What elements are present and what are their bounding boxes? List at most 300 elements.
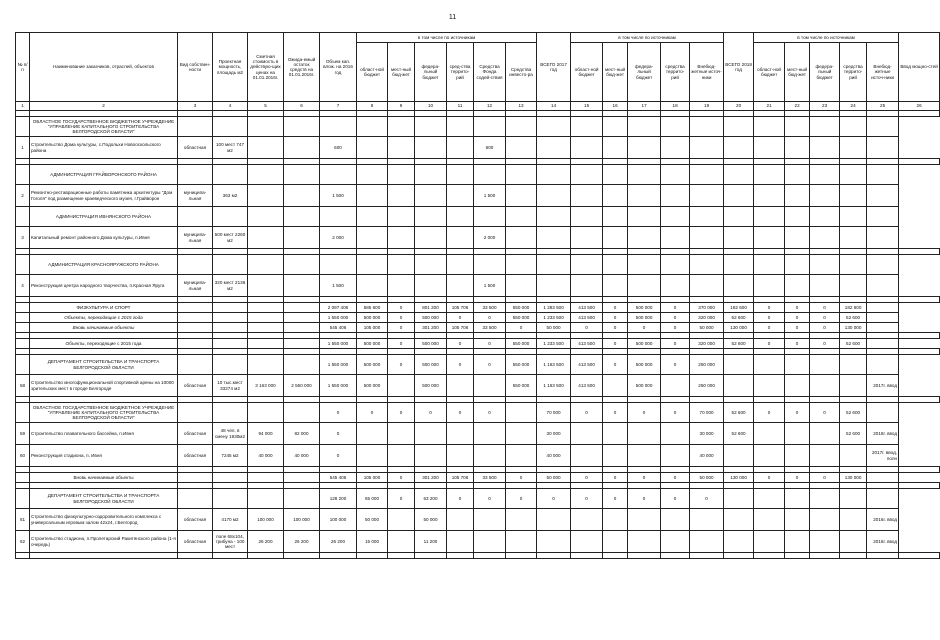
ownership-cell: муниципа-льная bbox=[178, 185, 213, 207]
source-subheader: Внебюд-жетные источ-ники bbox=[690, 43, 724, 102]
value-cell bbox=[810, 375, 840, 397]
scope-cell bbox=[867, 489, 899, 509]
source-subheader: Средства Фонда содей-ствия bbox=[474, 43, 506, 102]
row-number bbox=[16, 165, 30, 185]
value-cell: 1 233 500 bbox=[537, 339, 571, 349]
capacity-cell bbox=[213, 207, 248, 227]
table-row bbox=[16, 323, 940, 333]
value-cell: 0 bbox=[628, 489, 661, 509]
value-cell bbox=[506, 117, 537, 137]
scope-cell bbox=[867, 355, 899, 375]
column-number: 8 bbox=[357, 102, 388, 111]
value-cell bbox=[474, 117, 506, 137]
value-cell bbox=[810, 489, 840, 509]
value-cell bbox=[447, 227, 474, 249]
value-cell bbox=[284, 117, 320, 137]
value-cell bbox=[447, 445, 474, 467]
value-cell bbox=[785, 275, 810, 297]
value-cell bbox=[571, 137, 603, 159]
value-cell: 105 706 bbox=[447, 303, 474, 313]
value-cell: 500 000 bbox=[628, 303, 661, 313]
value-cell bbox=[754, 423, 785, 445]
value-cell bbox=[320, 207, 357, 227]
value-cell bbox=[628, 137, 661, 159]
col-ownership-header: Вид собствен-ности bbox=[178, 33, 213, 102]
value-cell bbox=[320, 117, 357, 137]
value-cell bbox=[248, 313, 284, 323]
empty-cell bbox=[415, 553, 447, 559]
value-cell bbox=[284, 165, 320, 185]
value-cell bbox=[474, 375, 506, 397]
empty-cell bbox=[867, 553, 899, 559]
value-cell bbox=[724, 207, 754, 227]
value-cell bbox=[248, 303, 284, 313]
value-cell bbox=[284, 137, 320, 159]
source-subheader: мест-ный бюд-жет bbox=[785, 43, 810, 102]
value-cell: 0 bbox=[571, 323, 603, 333]
value-cell bbox=[690, 255, 724, 275]
value-cell bbox=[447, 117, 474, 137]
value-cell: 1 550 000 bbox=[320, 339, 357, 349]
value-cell: 128 200 bbox=[320, 489, 357, 509]
value-cell bbox=[571, 509, 603, 531]
ownership-cell bbox=[178, 355, 213, 375]
value-cell bbox=[506, 445, 537, 467]
column-number: 25 bbox=[867, 102, 899, 111]
value-cell: 1 500 bbox=[474, 275, 506, 297]
value-cell bbox=[840, 207, 867, 227]
value-cell bbox=[810, 275, 840, 297]
source-subheader: сред-ства террито-рий bbox=[447, 43, 474, 102]
value-cell bbox=[357, 165, 388, 185]
value-cell bbox=[537, 509, 571, 531]
value-cell bbox=[506, 531, 537, 553]
value-cell bbox=[603, 531, 628, 553]
value-cell bbox=[840, 165, 867, 185]
value-cell: 500 000 bbox=[415, 313, 447, 323]
value-cell bbox=[284, 313, 320, 323]
value-cell: 0 bbox=[388, 355, 415, 375]
scope-cell bbox=[867, 403, 899, 423]
value-cell bbox=[284, 489, 320, 509]
value-cell bbox=[248, 473, 284, 483]
value-cell bbox=[661, 531, 690, 553]
table-row bbox=[16, 355, 940, 375]
value-cell bbox=[320, 165, 357, 185]
value-cell bbox=[724, 355, 754, 375]
value-cell: 52 600 bbox=[724, 313, 754, 323]
value-cell: 0 bbox=[320, 445, 357, 467]
value-cell bbox=[661, 207, 690, 227]
value-cell bbox=[810, 137, 840, 159]
empty-cell bbox=[785, 553, 810, 559]
value-cell: 130 000 bbox=[724, 473, 754, 483]
value-cell bbox=[537, 185, 571, 207]
source-subheader: област-ной бюджет bbox=[357, 43, 388, 102]
value-cell bbox=[628, 207, 661, 227]
value-cell bbox=[388, 531, 415, 553]
capacity-cell bbox=[213, 313, 248, 323]
value-cell bbox=[661, 185, 690, 207]
value-cell: 0 bbox=[810, 313, 840, 323]
column-number: 16 bbox=[603, 102, 628, 111]
value-cell: 50 000 bbox=[537, 473, 571, 483]
scope-cell bbox=[867, 323, 899, 333]
value-cell bbox=[447, 423, 474, 445]
value-cell bbox=[628, 509, 661, 531]
value-cell: 0 bbox=[810, 403, 840, 423]
scope-cell bbox=[867, 207, 899, 227]
value-cell bbox=[506, 165, 537, 185]
value-cell bbox=[388, 137, 415, 159]
value-cell: 0 bbox=[603, 339, 628, 349]
column-number: 5 bbox=[248, 102, 284, 111]
scope-cell: 2018г. ввод bbox=[867, 423, 899, 445]
value-cell: 26 200 bbox=[320, 531, 357, 553]
value-cell bbox=[661, 509, 690, 531]
value-cell bbox=[388, 207, 415, 227]
capacity-cell bbox=[213, 339, 248, 349]
value-cell bbox=[474, 509, 506, 531]
value-cell bbox=[810, 117, 840, 137]
table-row bbox=[16, 473, 940, 483]
value-cell: 320 000 bbox=[690, 313, 724, 323]
value-cell: 52 600 bbox=[724, 403, 754, 423]
value-cell bbox=[724, 445, 754, 467]
value-cell bbox=[506, 137, 537, 159]
value-cell: 2 000 bbox=[474, 227, 506, 249]
value-cell: 100 000 bbox=[320, 509, 357, 531]
value-cell: 0 bbox=[603, 323, 628, 333]
empty-cell bbox=[690, 553, 724, 559]
value-cell: 1 550 000 bbox=[320, 313, 357, 323]
value-cell: 0 bbox=[785, 303, 810, 313]
row-number bbox=[16, 323, 30, 333]
value-cell bbox=[724, 185, 754, 207]
value-cell bbox=[785, 445, 810, 467]
scope-cell: 2017г. ввод bbox=[867, 375, 899, 397]
column-number: 2 bbox=[30, 102, 178, 111]
sources-2017-header: в том числе по источникам bbox=[571, 33, 724, 43]
scope-cell bbox=[867, 165, 899, 185]
value-cell bbox=[754, 355, 785, 375]
value-cell: 0 bbox=[537, 489, 571, 509]
value-cell: 0 bbox=[603, 313, 628, 323]
value-cell bbox=[785, 137, 810, 159]
value-cell: 0 bbox=[754, 313, 785, 323]
value-cell: 2 000 bbox=[320, 227, 357, 249]
value-cell: 0 bbox=[754, 473, 785, 483]
value-cell bbox=[785, 423, 810, 445]
value-cell: 15 000 bbox=[357, 531, 388, 553]
row-number bbox=[16, 339, 30, 349]
value-cell bbox=[724, 137, 754, 159]
ownership-cell: областная bbox=[178, 445, 213, 467]
value-cell bbox=[248, 117, 284, 137]
value-cell: 0 bbox=[603, 489, 628, 509]
value-cell: 500 000 bbox=[415, 375, 447, 397]
value-cell bbox=[661, 165, 690, 185]
row-name: ДЕПАРТАМЕНТ СТРОИТЕЛЬСТВА И ТРАНСПОРТА БЕЛГОРОДСКОЙ ОБЛАСТИ bbox=[30, 355, 178, 375]
value-cell bbox=[388, 423, 415, 445]
row-name: Реконструкция стадиона, п. Ивня bbox=[30, 445, 178, 467]
col-number-header: № п/п bbox=[16, 33, 30, 102]
empty-cell bbox=[447, 553, 474, 559]
value-cell bbox=[357, 227, 388, 249]
value-cell bbox=[628, 185, 661, 207]
scope-cell: 2017г. ввод, полн bbox=[867, 445, 899, 467]
value-cell: 52 600 bbox=[840, 423, 867, 445]
scope-cell bbox=[867, 255, 899, 275]
value-cell bbox=[571, 165, 603, 185]
value-cell bbox=[754, 375, 785, 397]
empty-cell bbox=[603, 553, 628, 559]
row-name: АДМИНИСТРАЦИЯ ГРАЙВОРОНСКОГО РАЙОНА bbox=[30, 165, 178, 185]
value-cell: 0 bbox=[447, 403, 474, 423]
value-cell bbox=[840, 117, 867, 137]
ownership-cell bbox=[178, 313, 213, 323]
table-row bbox=[16, 509, 940, 531]
row-name: Вновь начинаемые объекты bbox=[30, 473, 178, 483]
row-number bbox=[16, 355, 30, 375]
empty-cell bbox=[754, 553, 785, 559]
value-cell bbox=[447, 207, 474, 227]
ownership-cell bbox=[178, 339, 213, 349]
value-cell bbox=[661, 445, 690, 467]
source-subheader: федера-льный бюджет bbox=[628, 43, 661, 102]
value-cell bbox=[571, 117, 603, 137]
value-cell: 413 500 bbox=[571, 313, 603, 323]
value-cell: 50 000 bbox=[537, 323, 571, 333]
value-cell bbox=[785, 117, 810, 137]
value-cell bbox=[248, 207, 284, 227]
value-cell bbox=[603, 137, 628, 159]
value-cell bbox=[840, 509, 867, 531]
value-cell bbox=[415, 165, 447, 185]
value-cell: 40 000 bbox=[284, 445, 320, 467]
value-cell: 63 200 bbox=[415, 489, 447, 509]
capacity-cell bbox=[213, 473, 248, 483]
value-cell: 0 bbox=[447, 489, 474, 509]
value-cell: 52 600 bbox=[840, 313, 867, 323]
empty-cell bbox=[213, 553, 248, 559]
row-number bbox=[16, 403, 30, 423]
ownership-cell bbox=[178, 117, 213, 137]
value-cell bbox=[724, 275, 754, 297]
value-cell bbox=[388, 375, 415, 397]
table-row bbox=[16, 403, 940, 423]
value-cell: 301 200 bbox=[415, 473, 447, 483]
column-number: 13 bbox=[506, 102, 537, 111]
value-cell: 500 000 bbox=[415, 355, 447, 375]
value-cell bbox=[537, 255, 571, 275]
ownership-cell bbox=[178, 207, 213, 227]
value-cell bbox=[628, 117, 661, 137]
value-cell bbox=[603, 445, 628, 467]
value-cell bbox=[415, 445, 447, 467]
value-cell: 26 200 bbox=[284, 531, 320, 553]
value-cell: 600 bbox=[320, 137, 357, 159]
value-cell bbox=[388, 227, 415, 249]
value-cell: 82 000 bbox=[284, 423, 320, 445]
value-cell: 0 bbox=[388, 473, 415, 483]
value-cell bbox=[571, 255, 603, 275]
empty-cell bbox=[474, 553, 506, 559]
row-name: ОБЛАСТНОЕ ГОСУДАРСТВЕННОЕ БЮДЖЕТНОЕ УЧРЕЖДЕНИЕ "УПРАВЛЕНИЕ КАПИТАЛЬНОГО СТРОИТЕЛЬСТВА БЕЛГОРОДСКОЙ ОБЛАСТИ" bbox=[30, 117, 178, 137]
value-cell bbox=[724, 509, 754, 531]
value-cell: 0 bbox=[661, 339, 690, 349]
capacity-cell bbox=[213, 255, 248, 275]
value-cell bbox=[810, 255, 840, 275]
table-row bbox=[16, 445, 940, 467]
scope-cell bbox=[867, 473, 899, 483]
row-number bbox=[16, 313, 30, 323]
value-cell bbox=[754, 255, 785, 275]
value-cell: 0 bbox=[785, 313, 810, 323]
value-cell: 182 600 bbox=[840, 303, 867, 313]
value-cell: 0 bbox=[447, 355, 474, 375]
empty-cell bbox=[506, 553, 537, 559]
value-cell: 26 200 bbox=[248, 531, 284, 553]
row-number: 59 bbox=[16, 423, 30, 445]
empty-cell bbox=[899, 333, 940, 339]
empty-cell bbox=[899, 249, 940, 255]
source-subheader: Внебюд-жетные источ-ники bbox=[867, 43, 899, 102]
value-cell: 0 bbox=[785, 339, 810, 349]
value-cell bbox=[284, 185, 320, 207]
empty-cell bbox=[899, 483, 940, 489]
value-cell bbox=[810, 227, 840, 249]
empty-cell bbox=[628, 553, 661, 559]
value-cell: 0 bbox=[628, 403, 661, 423]
value-cell bbox=[248, 489, 284, 509]
value-cell bbox=[506, 275, 537, 297]
source-subheader: федера-льный бюджет bbox=[810, 43, 840, 102]
value-cell: 0 bbox=[810, 303, 840, 313]
empty-cell bbox=[899, 467, 940, 473]
value-cell bbox=[248, 165, 284, 185]
ownership-cell: областная bbox=[178, 137, 213, 159]
value-cell bbox=[447, 137, 474, 159]
value-cell: 40 000 bbox=[690, 445, 724, 467]
capacity-cell bbox=[213, 323, 248, 333]
value-cell: 70 000 bbox=[690, 403, 724, 423]
capacity-cell bbox=[213, 165, 248, 185]
row-number: 3 bbox=[16, 227, 30, 249]
value-cell bbox=[690, 275, 724, 297]
value-cell bbox=[661, 275, 690, 297]
value-cell bbox=[628, 445, 661, 467]
value-cell: 0 bbox=[415, 403, 447, 423]
empty-cell bbox=[537, 553, 571, 559]
value-cell bbox=[571, 445, 603, 467]
value-cell bbox=[785, 509, 810, 531]
value-cell bbox=[415, 275, 447, 297]
value-cell bbox=[506, 227, 537, 249]
source-subheader: средства террито-рий bbox=[840, 43, 867, 102]
row-name: Реконструкция центра народного творчества, п.Красная Яруга bbox=[30, 275, 178, 297]
row-number: 60 bbox=[16, 445, 30, 467]
value-cell bbox=[840, 185, 867, 207]
value-cell bbox=[840, 255, 867, 275]
row-number bbox=[16, 489, 30, 509]
value-cell bbox=[754, 509, 785, 531]
scope-cell bbox=[867, 137, 899, 159]
column-number: 17 bbox=[628, 102, 661, 111]
value-cell: 0 bbox=[603, 403, 628, 423]
value-cell: 0 bbox=[785, 323, 810, 333]
value-cell: 0 bbox=[388, 489, 415, 509]
value-cell bbox=[628, 165, 661, 185]
value-cell bbox=[754, 445, 785, 467]
source-subheader: Средства инвесто-ра bbox=[506, 43, 537, 102]
table-row bbox=[16, 117, 940, 137]
value-cell bbox=[284, 339, 320, 349]
column-number: 14 bbox=[537, 102, 571, 111]
value-cell: 550 000 bbox=[506, 355, 537, 375]
table-row bbox=[16, 165, 940, 185]
value-cell bbox=[506, 509, 537, 531]
value-cell bbox=[603, 185, 628, 207]
value-cell bbox=[248, 323, 284, 333]
col-capacity-header: Проектная мощность, площадь м2 bbox=[213, 33, 248, 102]
value-cell bbox=[474, 423, 506, 445]
row-number bbox=[16, 473, 30, 483]
value-cell: 413 500 bbox=[571, 339, 603, 349]
value-cell bbox=[248, 339, 284, 349]
ownership-cell: областная bbox=[178, 531, 213, 553]
value-cell bbox=[537, 275, 571, 297]
value-cell: 585 600 bbox=[357, 303, 388, 313]
value-cell: 0 bbox=[571, 403, 603, 423]
value-cell bbox=[388, 445, 415, 467]
value-cell: 0 bbox=[661, 323, 690, 333]
value-cell bbox=[248, 403, 284, 423]
value-cell bbox=[248, 137, 284, 159]
value-cell: 40 000 bbox=[248, 445, 284, 467]
value-cell bbox=[284, 355, 320, 375]
row-name: АДМИНИСТРАЦИЯ КРАСНОЯРУЖСКОГО РАЙОНА bbox=[30, 255, 178, 275]
ownership-cell: областная bbox=[178, 423, 213, 445]
empty-cell bbox=[899, 159, 940, 165]
value-cell bbox=[754, 227, 785, 249]
value-cell bbox=[357, 185, 388, 207]
value-cell bbox=[840, 137, 867, 159]
value-cell bbox=[785, 207, 810, 227]
value-cell bbox=[628, 255, 661, 275]
ownership-cell bbox=[178, 403, 213, 423]
empty-cell bbox=[571, 553, 603, 559]
capacity-cell bbox=[213, 355, 248, 375]
value-cell: 550 000 bbox=[506, 339, 537, 349]
value-cell: 100 000 bbox=[248, 509, 284, 531]
table-body bbox=[16, 111, 940, 559]
value-cell bbox=[603, 227, 628, 249]
value-cell: 0 bbox=[810, 323, 840, 333]
col-name-header: Наименование заказчиков, отраслей, объектов bbox=[30, 33, 178, 102]
capacity-cell bbox=[213, 117, 248, 137]
value-cell bbox=[785, 355, 810, 375]
value-cell bbox=[447, 375, 474, 397]
value-cell bbox=[690, 531, 724, 553]
value-cell: 0 bbox=[754, 323, 785, 333]
value-cell bbox=[474, 445, 506, 467]
value-cell bbox=[474, 531, 506, 553]
value-cell: 0 bbox=[661, 313, 690, 323]
value-cell: 1 233 500 bbox=[537, 313, 571, 323]
scope-cell bbox=[867, 185, 899, 207]
value-cell: 500 000 bbox=[357, 355, 388, 375]
